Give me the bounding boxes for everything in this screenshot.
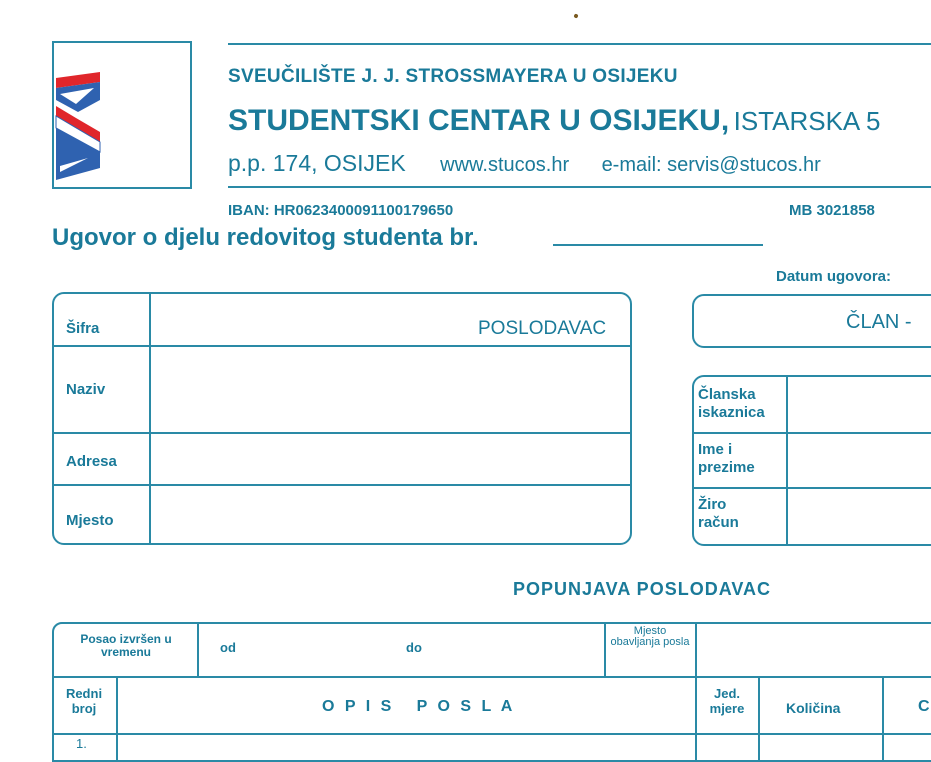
work-table-col-line — [882, 676, 884, 762]
description-label: O P I S P O S L A — [322, 698, 516, 715]
row-number-1: 1. — [76, 736, 87, 751]
contract-date-label: Datum ugovora: — [776, 268, 892, 285]
label-adresa: Adresa — [66, 453, 117, 470]
university-name: SVEUČILIŠTE J. J. STROSSMAYERA U OSIJEKU — [228, 66, 678, 87]
member-row-line — [692, 432, 931, 434]
contract-title: Ugovor o djelu redovitog studenta br. — [52, 224, 479, 251]
postal-address: p.p. 174, OSIJEK — [228, 150, 406, 176]
to-label: do — [406, 640, 422, 655]
from-label: od — [220, 640, 236, 655]
quantity-label: Količina — [786, 700, 841, 716]
label-sifra: Šifra — [66, 320, 100, 337]
label-mjesto: Mjesto — [66, 512, 114, 529]
header-bottom-rule — [228, 186, 931, 188]
work-table-col-line — [197, 622, 199, 677]
work-table-col-line — [695, 622, 697, 762]
work-table-col-line — [758, 676, 760, 762]
work-done-label: Posao izvršen u vremenu — [80, 632, 172, 659]
label-clanska-iskaznica: Članska iskaznica — [698, 386, 765, 421]
website[interactable]: www.stucos.hr — [440, 154, 570, 176]
work-table-col-line — [604, 622, 606, 677]
member-row-line — [692, 487, 931, 489]
employer-row-line — [52, 432, 632, 434]
contact-line — [228, 150, 821, 177]
stucos-logo — [54, 72, 104, 182]
employer-section-title: POSLODAVAC — [478, 318, 607, 339]
contract-number-field[interactable] — [553, 244, 763, 246]
label-ziro-racun: Žiro račun — [698, 496, 739, 531]
employer-row-line — [52, 484, 632, 486]
center-line — [228, 104, 881, 138]
label-naziv: Naziv — [66, 381, 106, 398]
member-box-divider — [786, 375, 788, 546]
label-ime-prezime: Ime i prezime — [698, 441, 755, 476]
member-section-title: ČLAN - — [846, 311, 912, 333]
email[interactable]: e-mail: servis@stucos.hr — [601, 154, 821, 176]
work-table-row-line — [52, 676, 931, 678]
work-table-col-line — [116, 676, 118, 762]
ordinal-label: Redni broj — [65, 686, 103, 716]
employer-box-divider — [149, 292, 151, 545]
center-name: STUDENTSKI CENTAR U OSIJEKU, — [228, 104, 730, 137]
header-top-rule — [228, 43, 931, 45]
center-address: ISTARSKA 5 — [733, 106, 881, 136]
mb-number: MB 3021858 — [789, 202, 875, 219]
employer-fill-heading: POPUNJAVA POSLODAVAC — [513, 579, 772, 599]
unit-label: Jed. mjere — [709, 686, 745, 716]
cut-column-label: C — [918, 698, 930, 715]
work-table-row-line — [52, 733, 931, 735]
place-label: Mjesto obavljanja posla — [610, 625, 690, 648]
employer-row-line — [52, 345, 632, 347]
ink-speck — [573, 13, 578, 18]
iban: IBAN: HR0623400091100179650 — [228, 202, 454, 219]
